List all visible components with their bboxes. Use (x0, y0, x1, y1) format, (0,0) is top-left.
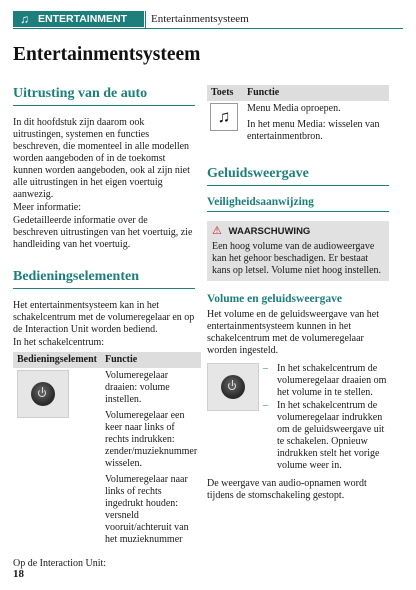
controls-table (13, 352, 201, 548)
heading-uitrusting: Uitrusting van de auto (13, 85, 195, 106)
button-table (207, 85, 389, 145)
table-header-element: Bedieningselement (13, 352, 101, 368)
paragraph: Het entertainmentsysteem kan in het schakelcentrum met de volumeregelaar en op de Interaction Unit worden bediend. (13, 300, 195, 335)
volume-knob-icon (207, 363, 259, 411)
header-section-title: Entertainmentsysteem (151, 13, 249, 25)
heading-volume: Volume en geluidsweergave (207, 293, 343, 305)
header-divider (145, 11, 146, 28)
page-number: 18 (13, 568, 24, 580)
volume-knob-icon (17, 370, 69, 418)
table-header-function: Functie (243, 85, 389, 101)
warning-label: WAARSCHUWING (228, 226, 311, 237)
paragraph: De weergave van audio-opnamen wordt tijdens de stomschakeling gestopt. (207, 478, 367, 501)
right-column (207, 85, 389, 502)
table-header-key: Toets (207, 85, 243, 101)
music-note-icon: ♫ (210, 103, 238, 131)
paragraph: Op de Interaction Unit: (13, 558, 107, 569)
heading-veiligheid: Veiligheidsaanwijzing (207, 195, 389, 212)
paragraph: Gedetailleerde informatie over de beschreven uitrustingen van het voertuig, zie handleiding van het voertuig. (13, 215, 193, 250)
paragraph: Meer informatie: (13, 202, 82, 213)
table-cell: In het menu Media: wisselen van entertainmentbron. (247, 119, 380, 142)
table-cell: Volumeregelaar een keer naar links of rechts indrukken: zender/muzieknummer wisselen. (105, 410, 198, 469)
table-cell: Menu Media oproepen. (247, 103, 341, 114)
table-cell: Volumeregelaar naar links of rechts ingedrukt houden: versneld vooruit/achteruit van het muzieknummer (105, 474, 189, 545)
warning-icon: ⚠ (212, 225, 222, 237)
left-column (13, 85, 198, 570)
header-rule (13, 28, 403, 29)
section-badge (13, 11, 144, 27)
warning-box (207, 221, 389, 281)
music-note-icon: ♫ (20, 12, 29, 26)
paragraph: In dit hoofdstuk zijn daarom ook uitrustingen, systemen en functies beschreven, die momenteel in alle modellen worden aangeboden of in de toekomst kunnen worden aangeboden, ook al zijn niet alle uitrustingen in het eigen voertuig aanwezig. (13, 117, 190, 200)
list-item: – In het schakelcentrum de volumeregelaar draaien om het volume in te stellen. (263, 363, 387, 398)
section-badge-label: ENTERTAINMENT (38, 13, 128, 25)
volume-instructions (207, 363, 389, 472)
heading-bedieningselementen: Bedieningselementen (13, 268, 195, 289)
list-item: – In het schakelcentrum de volumeregelaar indrukken om de geluidsweergave uit te schakelen. Opnieuw indrukken stelt het vorige volume weer in. (263, 400, 385, 471)
paragraph: In het schakelcentrum: (13, 337, 105, 348)
heading-geluidsweergave: Geluidsweergave (207, 165, 389, 186)
page-title: Entertainmentsysteem (13, 44, 201, 65)
paragraph: Het volume en de geluidsweergave van het entertainmentsysteem kunnen in het schakelcentrum met de volumeregelaar worden ingesteld. (207, 309, 379, 356)
warning-text: Een hoog volume van de audioweergave kan het gehoor beschadigen. Er bestaat kans op letsel. Volume niet hoog instellen. (212, 241, 382, 276)
table-cell: Volumeregelaar draaien: volume instellen. (105, 370, 170, 405)
table-header-function: Functie (101, 352, 201, 368)
